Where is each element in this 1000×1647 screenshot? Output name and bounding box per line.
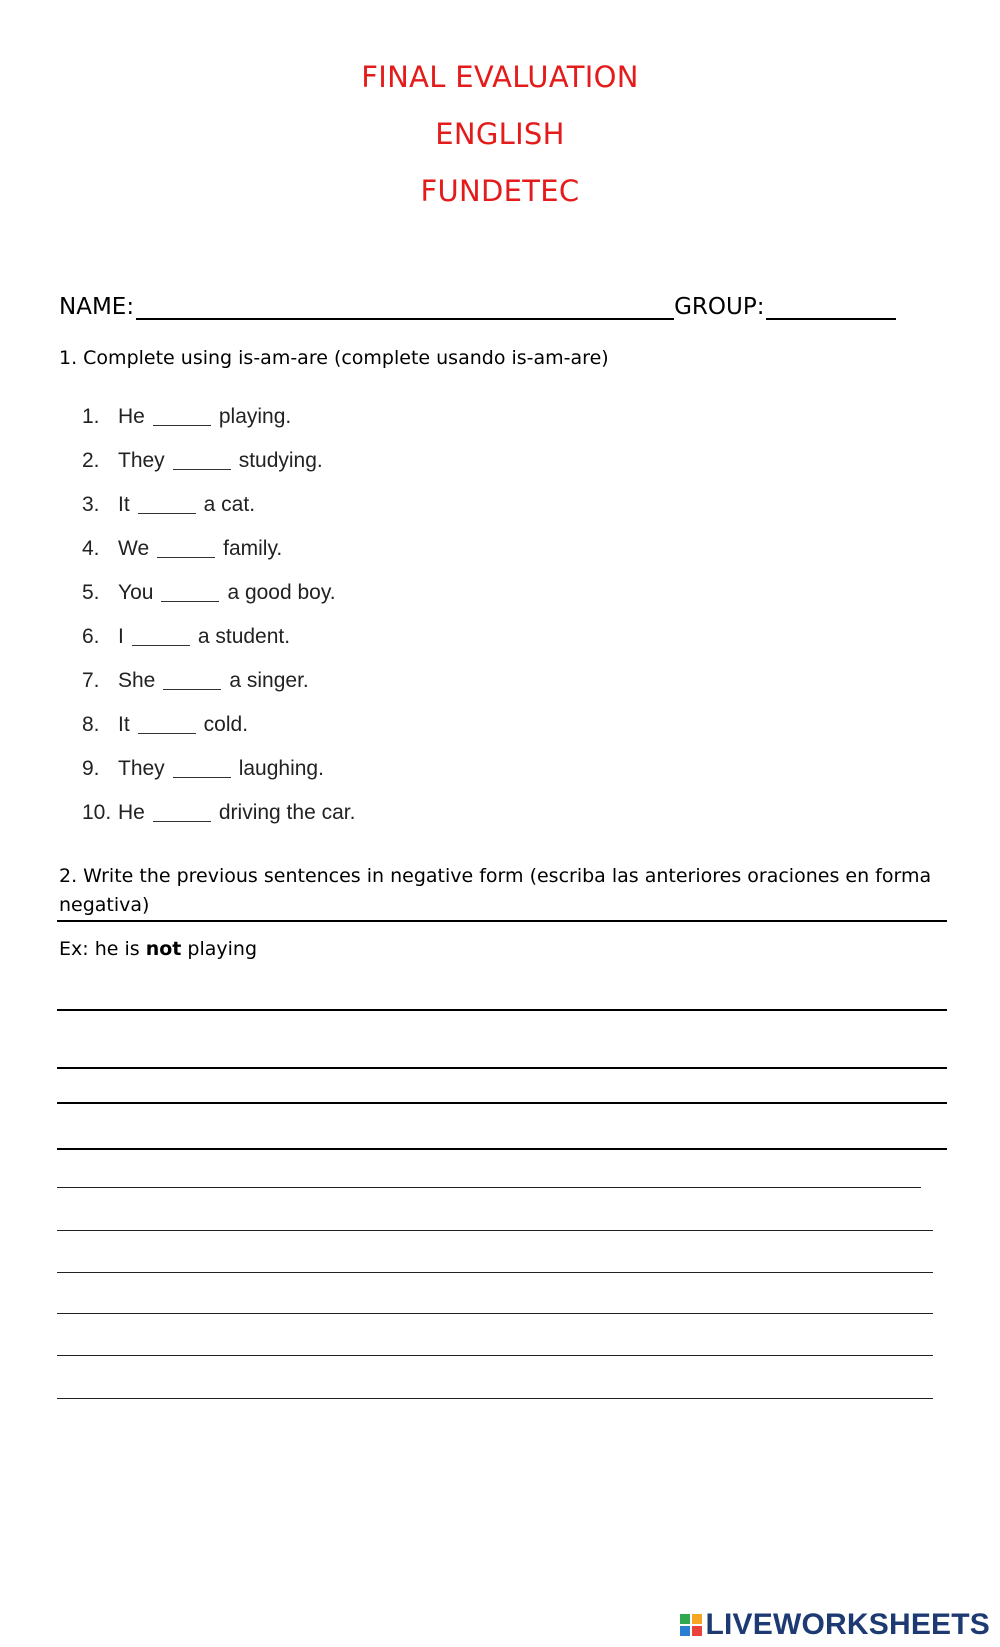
example-bold-word: not <box>145 938 182 960</box>
answer-blank[interactable] <box>173 449 231 470</box>
answer-blank[interactable] <box>138 713 196 734</box>
answer-blank[interactable] <box>153 801 211 822</box>
exercise-subject: They <box>118 757 165 780</box>
answer-blank[interactable] <box>173 757 231 778</box>
exercise-subject: I <box>118 625 124 648</box>
section1-instruction: 1. Complete using is-am-are (complete usando is-am-are) <box>59 347 609 369</box>
exercise-item <box>82 713 355 757</box>
exercise-item <box>82 801 355 845</box>
exercise-rest: a good boy. <box>227 581 336 604</box>
exercise-item <box>82 669 355 713</box>
exercise-rest: driving the car. <box>218 801 356 824</box>
answer-line[interactable] <box>57 1187 921 1188</box>
exercise-subject: They <box>118 449 165 472</box>
exercise-rest: family. <box>223 537 283 560</box>
exercise-rest: laughing. <box>238 757 324 780</box>
name-group-row <box>59 294 896 320</box>
answer-blank[interactable] <box>153 405 211 426</box>
exercise-rest: studying. <box>238 449 323 472</box>
group-input[interactable] <box>766 296 896 320</box>
title-english: ENGLISH <box>435 117 565 151</box>
answer-line[interactable] <box>57 1398 933 1399</box>
exercise-number: 4. <box>82 537 100 560</box>
exercise-subject: It <box>118 493 130 516</box>
answer-blank[interactable] <box>157 537 215 558</box>
exercise-subject: She <box>118 669 156 692</box>
logo-icon <box>680 1614 702 1636</box>
divider-line <box>57 920 947 922</box>
name-input[interactable] <box>136 296 674 320</box>
name-label: NAME: <box>59 294 135 320</box>
exercise-number: 5. <box>82 581 100 604</box>
answer-line[interactable] <box>57 1272 933 1273</box>
exercise-subject: He <box>118 405 145 428</box>
title-final-evaluation: FINAL EVALUATION <box>361 60 639 94</box>
answer-blank[interactable] <box>161 581 219 602</box>
section2-instruction: 2. Write the previous sentences in negative form (escriba las anteriores oraciones en forma negativa) <box>59 865 932 916</box>
liveworksheets-logo <box>680 1608 991 1642</box>
exercise-number: 10. <box>82 801 112 824</box>
exercise-subject: He <box>118 801 145 824</box>
answer-line[interactable] <box>57 1230 933 1231</box>
exercise-subject: It <box>118 713 130 736</box>
exercise-subject: You <box>118 581 154 604</box>
logo-text: LIVEWORKSHEETS <box>705 1608 990 1641</box>
exercise-rest: playing. <box>218 405 292 428</box>
group-label: GROUP: <box>674 294 765 320</box>
exercise-item <box>82 625 355 669</box>
exercise-number: 6. <box>82 625 100 648</box>
answer-line[interactable] <box>57 1067 947 1069</box>
exercise-number: 8. <box>82 713 100 736</box>
answer-line[interactable] <box>57 1102 947 1104</box>
answer-blank[interactable] <box>163 669 221 690</box>
example-suffix: playing <box>181 938 258 960</box>
exercise-item <box>82 537 355 581</box>
exercise-item <box>82 449 355 493</box>
exercise-item <box>82 581 355 625</box>
exercise-number: 3. <box>82 493 100 516</box>
example-sentence <box>59 938 257 960</box>
answer-line[interactable] <box>57 1355 933 1356</box>
exercise-subject: We <box>118 537 150 560</box>
exercise-item <box>82 405 355 449</box>
exercise-number: 2. <box>82 449 100 472</box>
exercise-rest: a student. <box>197 625 291 648</box>
exercise-number: 1. <box>82 405 100 428</box>
example-prefix: Ex: he is <box>59 938 146 960</box>
answer-line[interactable] <box>57 1313 933 1314</box>
title-fundetec: FUNDETEC <box>420 174 580 208</box>
answer-line[interactable] <box>57 1009 947 1011</box>
exercise-list <box>82 405 355 845</box>
exercise-number: 9. <box>82 757 100 780</box>
exercise-rest: cold. <box>203 713 249 736</box>
exercise-rest: a singer. <box>229 669 309 692</box>
answer-blank[interactable] <box>138 493 196 514</box>
exercise-item <box>82 493 355 537</box>
exercise-rest: a cat. <box>203 493 256 516</box>
exercise-number: 7. <box>82 669 100 692</box>
exercise-item <box>82 757 355 801</box>
answer-blank[interactable] <box>132 625 190 646</box>
answer-line[interactable] <box>57 1148 947 1150</box>
